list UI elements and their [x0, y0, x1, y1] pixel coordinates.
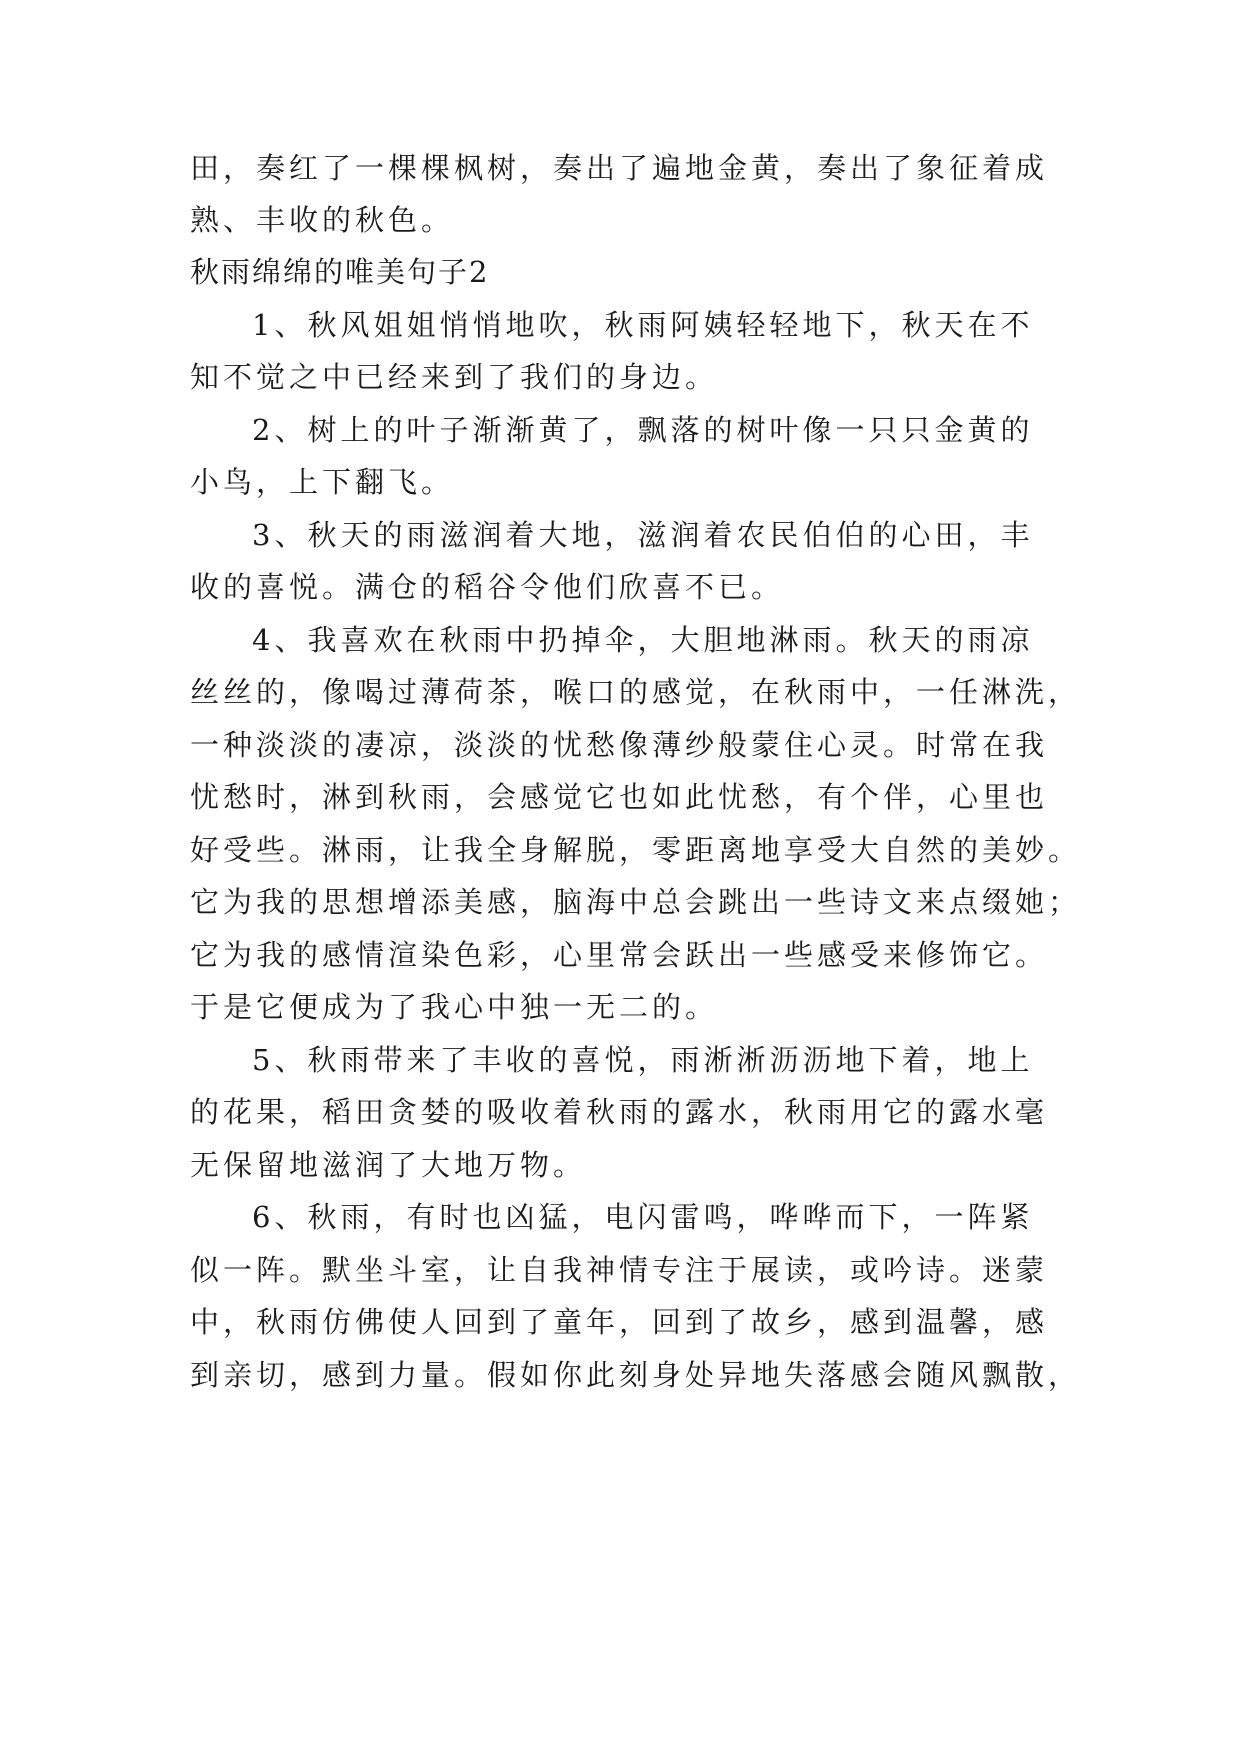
text-line: 似一阵。默坐斗室，让自我神情专注于展读，或吟诗。迷蒙 — [190, 1253, 1049, 1287]
text-line: 无保留地滋润了大地万物。 — [190, 1148, 587, 1182]
text-line: 它为我的感情渲染色彩，心里常会跃出一些感受来修饰它。 — [190, 938, 1049, 972]
text-line: 5、秋雨带来了丰收的喜悦，雨淅淅沥沥地下着，地上 — [252, 1043, 1034, 1077]
text-line: 熟、丰收的秋色。 — [190, 203, 455, 237]
text-line: 一种淡淡的凄凉，淡淡的忧愁像薄纱般蒙住心灵。时常在我 — [190, 728, 1049, 762]
text-line: 的花果，稻田贪婪的吸收着秋雨的露水，秋雨用它的露水毫 — [190, 1095, 1049, 1129]
text-line: 忧愁时，淋到秋雨，会感觉它也如此忧愁，有个伴，心里也 — [190, 780, 1049, 814]
text-line: 中，秋雨仿佛使人回到了童年，回到了故乡，感到温馨，感 — [190, 1305, 1049, 1339]
text-line: 3、秋天的雨滋润着大地，滋润着农民伯伯的心田，丰 — [252, 518, 1034, 552]
text-line: 小鸟，上下翻飞。 — [190, 465, 455, 499]
text-line: 它为我的思想增添美感，脑海中总会跳出一些诗文来点缀她； — [190, 885, 1082, 919]
text-line: 2、树上的叶子渐渐黄了，飘落的树叶像一只只金黄的 — [252, 413, 1034, 447]
text-line: 知不觉之中已经来到了我们的身边。 — [190, 360, 719, 394]
text-line: 好受些。淋雨，让我全身解脱，零距离地享受大自然的美妙。 — [190, 833, 1082, 867]
section-heading: 秋雨绵绵的唯美句子2 — [190, 255, 490, 289]
text-line: 丝丝的，像喝过薄荷茶，喉口的感觉，在秋雨中，一任淋洗， — [190, 675, 1082, 709]
text-line: 4、我喜欢在秋雨中扔掉伞，大胆地淋雨。秋天的雨凉 — [252, 623, 1034, 657]
text-line: 田，奏红了一棵棵枫树，奏出了遍地金黄，奏出了象征着成 — [190, 151, 1049, 185]
text-line: 于是它便成为了我心中独一无二的。 — [190, 990, 719, 1024]
text-line: 6、秋雨，有时也凶猛，电闪雷鸣，哗哗而下，一阵紧 — [252, 1200, 1034, 1234]
text-line: 收的喜悦。满仓的稻谷令他们欣喜不已。 — [190, 570, 785, 604]
text-line: 到亲切，感到力量。假如你此刻身处异地失落感会随风飘散， — [190, 1358, 1082, 1392]
text-line: 1、秋风姐姐悄悄地吹，秋雨阿姨轻轻地下，秋天在不 — [252, 308, 1034, 342]
